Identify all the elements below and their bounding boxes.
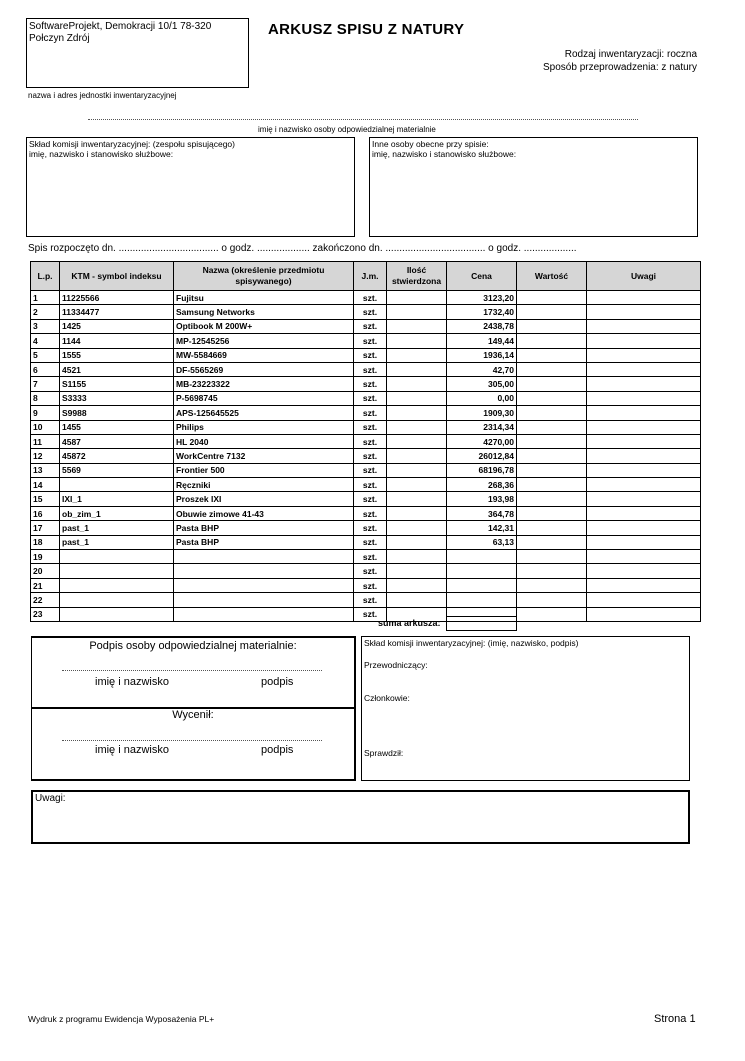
other-persons-box[interactable]	[369, 137, 698, 237]
cell-price: 3123,20	[447, 291, 517, 305]
cell-price: 1936,14	[447, 348, 517, 362]
priced-by-title: Wycenił:	[172, 709, 214, 721]
responsible-caption: imię i nazwisko osoby odpowiedzialnej materialnie	[258, 125, 436, 134]
commission-box[interactable]	[26, 137, 355, 237]
page-title: ARKUSZ SPISU Z NATURY	[268, 21, 465, 38]
cell-value	[517, 564, 587, 578]
table-row	[31, 449, 701, 463]
cell-quantity	[387, 406, 447, 420]
table-row	[31, 535, 701, 549]
cell-name: MB-23223322	[174, 377, 354, 391]
cell-price: 63,13	[447, 535, 517, 549]
cell-value	[517, 550, 587, 564]
cell-notes	[587, 478, 701, 492]
inventory-table	[30, 261, 701, 622]
cell-ktm: 5569	[60, 463, 174, 477]
cell-quantity	[387, 521, 447, 535]
table-row	[31, 391, 701, 405]
cell-value	[517, 463, 587, 477]
table-row	[31, 564, 701, 578]
cell-ktm	[60, 550, 174, 564]
cell-value	[517, 434, 587, 448]
table-row	[31, 305, 701, 319]
cell-name: Pasta BHP	[174, 535, 354, 549]
notes-box[interactable]	[31, 790, 690, 844]
cell-name: Obuwie zimowe 41-43	[174, 506, 354, 520]
cell-quantity	[387, 550, 447, 564]
cell-price: 1732,40	[447, 305, 517, 319]
cell-name: Ręczniki	[174, 478, 354, 492]
table-row	[31, 492, 701, 506]
signature-right-box	[361, 636, 690, 781]
cell-notes	[587, 319, 701, 333]
cell-name: MP-12545256	[174, 334, 354, 348]
cell-unit: szt.	[354, 564, 387, 578]
cell-name: HL 2040	[174, 434, 354, 448]
cell-notes	[587, 391, 701, 405]
cell-unit: szt.	[354, 319, 387, 333]
inventory-table-body	[31, 291, 701, 622]
cell-price: 193,98	[447, 492, 517, 506]
col-header-unit: J.m.	[354, 262, 387, 291]
cell-unit: szt.	[354, 434, 387, 448]
cell-unit: szt.	[354, 478, 387, 492]
cell-unit: szt.	[354, 578, 387, 592]
cell-quantity	[387, 506, 447, 520]
cell-name	[174, 564, 354, 578]
cell-unit: szt.	[354, 362, 387, 376]
cell-price	[447, 550, 517, 564]
cell-ktm: ob_zim_1	[60, 506, 174, 520]
cell-quantity	[387, 463, 447, 477]
table-row	[31, 334, 701, 348]
cell-quantity	[387, 492, 447, 506]
cell-name: Philips	[174, 420, 354, 434]
cell-value	[517, 348, 587, 362]
inventory-method: Sposób przeprowadzenia: z natury	[543, 62, 697, 73]
priced-by-sign-caption: podpis	[261, 744, 294, 756]
cell-ktm: S9988	[60, 406, 174, 420]
cell-value	[517, 319, 587, 333]
table-header-row	[31, 262, 701, 291]
cell-name	[174, 593, 354, 607]
cell-notes	[587, 348, 701, 362]
cell-notes	[587, 291, 701, 305]
table-row	[31, 319, 701, 333]
cell-value	[517, 420, 587, 434]
cell-price: 42,70	[447, 362, 517, 376]
cell-quantity	[387, 362, 447, 376]
priced-by-name-caption: imię i nazwisko	[95, 744, 169, 756]
table-row	[31, 348, 701, 362]
cell-ktm: S1155	[60, 377, 174, 391]
cell-value	[517, 377, 587, 391]
cell-lp: 8	[31, 391, 60, 405]
priced-by-line	[62, 740, 322, 741]
cell-lp: 6	[31, 362, 60, 376]
cell-unit: szt.	[354, 593, 387, 607]
cell-name: MW-5584669	[174, 348, 354, 362]
cell-ktm: past_1	[60, 521, 174, 535]
cell-value	[517, 305, 587, 319]
cell-lp: 22	[31, 593, 60, 607]
table-row	[31, 377, 701, 391]
cell-lp: 9	[31, 406, 60, 420]
cell-notes	[587, 305, 701, 319]
signature-left-box	[31, 636, 356, 781]
cell-value	[517, 334, 587, 348]
cell-unit: szt.	[354, 535, 387, 549]
cell-lp: 23	[31, 607, 60, 621]
cell-quantity	[387, 535, 447, 549]
cell-unit: szt.	[354, 550, 387, 564]
cell-lp: 15	[31, 492, 60, 506]
cell-price: 149,44	[447, 334, 517, 348]
cell-notes	[587, 593, 701, 607]
cell-ktm: 1425	[60, 319, 174, 333]
cell-name	[174, 578, 354, 592]
unit-address-caption: nazwa i adres jednostki inwentaryzacyjnej	[28, 91, 177, 100]
table-row	[31, 463, 701, 477]
col-header-price: Cena	[447, 262, 517, 291]
cell-lp: 11	[31, 434, 60, 448]
cell-price: 268,36	[447, 478, 517, 492]
cell-value	[517, 478, 587, 492]
cell-notes	[587, 492, 701, 506]
cell-lp: 2	[31, 305, 60, 319]
cell-value	[517, 492, 587, 506]
cell-price: 4270,00	[447, 434, 517, 448]
cell-value	[517, 578, 587, 592]
cell-ktm	[60, 593, 174, 607]
cell-name	[174, 607, 354, 621]
cell-name: Optibook M 200W+	[174, 319, 354, 333]
others-line2: imię, nazwisko i stanowisko służbowe:	[372, 149, 517, 159]
cell-unit: szt.	[354, 521, 387, 535]
cell-notes	[587, 377, 701, 391]
cell-unit: szt.	[354, 291, 387, 305]
unit-address-line2: Połczyn Zdrój	[29, 33, 90, 44]
cell-notes	[587, 334, 701, 348]
members-label: Członkowie:	[364, 693, 410, 703]
cell-ktm: 4521	[60, 362, 174, 376]
cell-name	[174, 550, 354, 564]
cell-lp: 1	[31, 291, 60, 305]
cell-price: 2314,34	[447, 420, 517, 434]
cell-unit: szt.	[354, 420, 387, 434]
cell-quantity	[387, 348, 447, 362]
cell-notes	[587, 434, 701, 448]
cell-ktm	[60, 578, 174, 592]
cell-unit: szt.	[354, 463, 387, 477]
cell-lp: 7	[31, 377, 60, 391]
cell-ktm: IXI_1	[60, 492, 174, 506]
table-row	[31, 521, 701, 535]
table-row	[31, 506, 701, 520]
col-header-lp: L.p.	[31, 262, 60, 291]
cell-unit: szt.	[354, 334, 387, 348]
commission-line2: imię, nazwisko i stanowisko służbowe:	[29, 149, 174, 159]
cell-name: Pasta BHP	[174, 521, 354, 535]
cell-price	[447, 578, 517, 592]
cell-ktm: 4587	[60, 434, 174, 448]
cell-value	[517, 506, 587, 520]
table-row	[31, 578, 701, 592]
cell-lp: 17	[31, 521, 60, 535]
cell-ktm: 45872	[60, 449, 174, 463]
cell-name: APS-125645525	[174, 406, 354, 420]
cell-lp: 12	[31, 449, 60, 463]
cell-quantity	[387, 478, 447, 492]
cell-unit: szt.	[354, 607, 387, 621]
cell-notes	[587, 550, 701, 564]
cell-quantity	[387, 305, 447, 319]
cell-value	[517, 291, 587, 305]
cell-name: WorkCentre 7132	[174, 449, 354, 463]
table-row	[31, 607, 701, 621]
cell-quantity	[387, 593, 447, 607]
col-header-name: Nazwa (określenie przedmiotu spisywanego)	[174, 262, 354, 291]
cell-unit: szt.	[354, 377, 387, 391]
sheet-sum-cell	[446, 616, 517, 631]
cell-value	[517, 593, 587, 607]
responsible-signature-title: Podpis osoby odpowiedzialnej materialnie:	[89, 640, 297, 652]
cell-notes	[587, 535, 701, 549]
cell-lp: 10	[31, 420, 60, 434]
footer-page: Strona 1	[654, 1013, 696, 1025]
cell-unit: szt.	[354, 406, 387, 420]
spis-dates-line: Spis rozpoczęto dn. .................................... o godz. ................... zakończono dn. .................................... o godz. ...................	[28, 243, 577, 254]
cell-quantity	[387, 391, 447, 405]
cell-ktm: 11334477	[60, 305, 174, 319]
cell-ktm: 1144	[60, 334, 174, 348]
cell-ktm: past_1	[60, 535, 174, 549]
cell-price: 26012,84	[447, 449, 517, 463]
cell-unit: szt.	[354, 449, 387, 463]
unit-address-line1: SoftwareProjekt, Demokracji 10/1 78-320	[29, 21, 212, 32]
cell-lp: 18	[31, 535, 60, 549]
cell-notes	[587, 463, 701, 477]
cell-price: 68196,78	[447, 463, 517, 477]
cell-unit: szt.	[354, 391, 387, 405]
cell-name: P-5698745	[174, 391, 354, 405]
cell-ktm	[60, 564, 174, 578]
chairman-label: Przewodniczący:	[364, 660, 428, 670]
cell-name: Proszek IXI	[174, 492, 354, 506]
responsible-dotted-line	[88, 119, 638, 120]
cell-name: Frontier 500	[174, 463, 354, 477]
cell-value	[517, 607, 587, 621]
cell-lp: 21	[31, 578, 60, 592]
cell-price: 305,00	[447, 377, 517, 391]
unit-address-box	[26, 18, 249, 88]
table-row	[31, 420, 701, 434]
cell-lp: 19	[31, 550, 60, 564]
cell-ktm	[60, 607, 174, 621]
cell-value	[517, 449, 587, 463]
cell-quantity	[387, 449, 447, 463]
table-row	[31, 478, 701, 492]
footer-program: Wydruk z programu Ewidencja Wyposażenia PL+	[28, 1014, 215, 1024]
cell-ktm: 11225566	[60, 291, 174, 305]
cell-value	[517, 521, 587, 535]
cell-value	[517, 391, 587, 405]
cell-price: 364,78	[447, 506, 517, 520]
responsible-name-caption: imię i nazwisko	[95, 676, 169, 688]
cell-unit: szt.	[354, 506, 387, 520]
cell-lp: 20	[31, 564, 60, 578]
cell-notes	[587, 521, 701, 535]
commission-signature-title: Skład komisji inwentaryzacyjnej: (imię, nazwisko, podpis)	[364, 638, 579, 648]
cell-quantity	[387, 291, 447, 305]
col-header-notes: Uwagi	[587, 262, 701, 291]
cell-name: DF-5565269	[174, 362, 354, 376]
cell-price: 142,31	[447, 521, 517, 535]
cell-quantity	[387, 578, 447, 592]
col-header-ktm: KTM - symbol indeksu	[60, 262, 174, 291]
cell-notes	[587, 449, 701, 463]
checked-by-label: Sprawdził:	[364, 748, 404, 758]
cell-quantity	[387, 434, 447, 448]
cell-notes	[587, 564, 701, 578]
cell-name: Samsung Networks	[174, 305, 354, 319]
table-row	[31, 362, 701, 376]
cell-lp: 13	[31, 463, 60, 477]
cell-quantity	[387, 319, 447, 333]
cell-price: 1909,30	[447, 406, 517, 420]
responsible-sign-caption: podpis	[261, 676, 294, 688]
cell-notes	[587, 362, 701, 376]
inventory-type: Rodzaj inwentaryzacji: roczna	[564, 49, 697, 60]
cell-quantity	[387, 334, 447, 348]
cell-price: 0,00	[447, 391, 517, 405]
cell-notes	[587, 420, 701, 434]
table-row	[31, 593, 701, 607]
cell-price: 2438,78	[447, 319, 517, 333]
cell-ktm	[60, 478, 174, 492]
cell-lp: 14	[31, 478, 60, 492]
cell-notes	[587, 406, 701, 420]
cell-price	[447, 564, 517, 578]
responsible-signature-line	[62, 670, 322, 671]
cell-ktm: S3333	[60, 391, 174, 405]
commission-line1: Skład komisji inwentaryzacyjnej: (zespołu spisującego)	[29, 139, 235, 149]
cell-value	[517, 406, 587, 420]
cell-unit: szt.	[354, 348, 387, 362]
cell-quantity	[387, 564, 447, 578]
cell-lp: 16	[31, 506, 60, 520]
cell-ktm: 1555	[60, 348, 174, 362]
cell-unit: szt.	[354, 305, 387, 319]
cell-lp: 4	[31, 334, 60, 348]
cell-ktm: 1455	[60, 420, 174, 434]
table-row	[31, 291, 701, 305]
cell-lp: 5	[31, 348, 60, 362]
others-line1: Inne osoby obecne przy spisie:	[372, 139, 489, 149]
col-header-value: Wartość	[517, 262, 587, 291]
cell-quantity	[387, 420, 447, 434]
table-row	[31, 550, 701, 564]
cell-notes	[587, 506, 701, 520]
cell-lp: 3	[31, 319, 60, 333]
cell-quantity	[387, 377, 447, 391]
cell-value	[517, 535, 587, 549]
col-header-quantity: Ilość stwierdzona	[387, 262, 447, 291]
table-row	[31, 434, 701, 448]
cell-notes	[587, 578, 701, 592]
sheet-sum-label: suma arkusza:	[378, 618, 441, 628]
table-row	[31, 406, 701, 420]
cell-notes	[587, 607, 701, 621]
cell-name: Fujitsu	[174, 291, 354, 305]
cell-value	[517, 362, 587, 376]
notes-label: Uwagi:	[35, 793, 66, 804]
cell-unit: szt.	[354, 492, 387, 506]
cell-price	[447, 593, 517, 607]
